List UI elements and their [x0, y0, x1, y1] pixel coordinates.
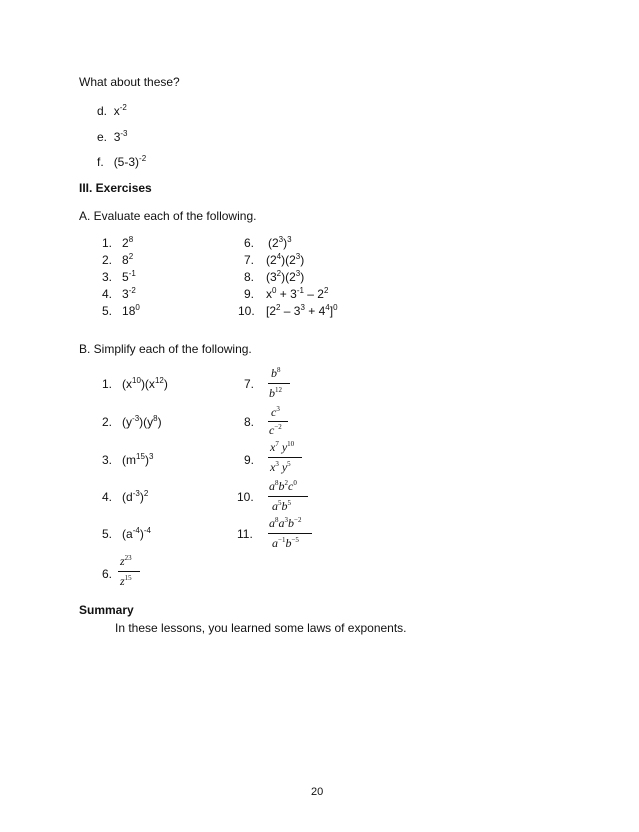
example-base: 3	[113, 130, 121, 144]
part-b-title: B. Simplify each of the following.	[79, 342, 252, 356]
var-exp: 3	[284, 516, 288, 524]
item-base: 3	[122, 287, 129, 301]
a-item-9	[244, 287, 254, 301]
var-exp: 10	[287, 440, 295, 448]
fraction-bar	[268, 421, 288, 422]
a-item-5	[102, 304, 140, 318]
a-item-7	[244, 253, 254, 267]
var: b	[281, 499, 288, 513]
var: a	[272, 536, 278, 550]
b-item-8-label: 8.	[244, 415, 255, 429]
item-base: 5	[122, 270, 129, 284]
expr-exp: -4	[143, 526, 151, 535]
fraction-10	[268, 479, 312, 519]
numerator	[269, 479, 297, 494]
expr-exp: 4	[276, 252, 282, 261]
var-exp: 7	[275, 440, 279, 448]
expr-exp: 0	[333, 303, 338, 312]
example-label: e.	[97, 130, 108, 144]
var-exp: 23	[124, 554, 132, 562]
var: a	[269, 516, 275, 530]
a-item-1	[102, 236, 133, 250]
var-exp: 8	[275, 516, 279, 524]
expr-part: )(y	[139, 415, 154, 429]
expr-exp: -4	[132, 526, 140, 535]
var: y	[281, 440, 288, 454]
expr-exp: 3	[287, 235, 292, 244]
expr-part: )	[139, 527, 144, 541]
denominator	[269, 386, 282, 401]
expr-exp: 4	[325, 303, 330, 312]
expr-exp: 0	[272, 286, 277, 295]
a-item-4	[102, 287, 136, 301]
item-exponent: 2	[128, 252, 134, 261]
example-f	[97, 155, 146, 169]
fraction-8	[268, 405, 292, 445]
expr-part: – 2	[303, 287, 324, 301]
var-exp: 0	[293, 479, 297, 487]
expr-exp: 10	[132, 376, 141, 385]
b-item-4	[102, 490, 148, 504]
expr-exp: -3	[132, 414, 140, 423]
summary-text: In these lessons, you learned some laws of exponents.	[115, 621, 407, 635]
a-item-9-expr	[266, 287, 328, 301]
var-exp: 12	[275, 386, 282, 394]
var-exp: −5	[291, 536, 299, 544]
var-exp: 3	[275, 460, 279, 468]
expr-exp: 2	[143, 489, 149, 498]
fraction-7	[268, 366, 292, 406]
var: a	[269, 479, 275, 493]
var: b	[271, 366, 277, 380]
example-base: (5-3)	[113, 155, 140, 169]
fraction-11	[268, 516, 318, 556]
var-exp: 15	[124, 574, 132, 582]
expr-part: (2	[266, 253, 277, 267]
var: x	[270, 460, 276, 474]
expr-part: [2	[266, 304, 277, 318]
a-item-6-expr	[268, 236, 292, 250]
item-number: 10.	[238, 304, 255, 318]
a-item-7-expr	[266, 253, 304, 267]
expr-part: + 3	[276, 287, 297, 301]
part-a-title: A. Evaluate each of the following.	[79, 209, 257, 223]
expr-exp: 3	[295, 252, 301, 261]
item-exponent: 8	[128, 235, 134, 244]
var-exp: 2	[284, 479, 288, 487]
expr-exp: 3	[148, 452, 154, 461]
item-exponent: 0	[135, 303, 140, 312]
expr-part: (x	[122, 377, 133, 391]
var-exp: 5	[287, 499, 291, 507]
var: c	[288, 479, 294, 493]
var: b	[269, 386, 275, 400]
item-number: 4.	[102, 490, 113, 504]
b-item-1	[102, 377, 168, 391]
var: z	[120, 554, 125, 568]
example-label: f.	[97, 155, 104, 169]
expr-exp: 8	[153, 414, 158, 423]
fraction-6	[118, 554, 142, 594]
page-number: 20	[311, 786, 324, 798]
expr-part: x	[266, 287, 272, 301]
expr-exp: 3	[300, 303, 305, 312]
b-item-2	[102, 415, 162, 429]
a-item-3	[102, 270, 136, 284]
a-item-8	[244, 270, 254, 284]
var-exp: −2	[294, 516, 302, 524]
numerator	[271, 366, 281, 381]
a-item-6	[244, 236, 254, 250]
b-item-3	[102, 453, 153, 467]
var: b	[278, 479, 285, 493]
a-item-10-expr	[266, 304, 338, 318]
item-number: 9.	[244, 287, 255, 301]
fraction-bar	[268, 496, 308, 497]
expr-exp: 3	[295, 269, 301, 278]
item-base: 2	[122, 236, 129, 250]
item-number: 5.	[102, 527, 113, 541]
a-item-2	[102, 253, 133, 267]
b-item-9-label: 9.	[244, 453, 255, 467]
example-e	[97, 130, 128, 144]
expr-part: )(2	[281, 270, 296, 284]
b-item-11-label: 11.	[237, 527, 253, 541]
example-d	[97, 104, 127, 118]
fraction-bar	[118, 571, 140, 572]
expr-exp: 15	[136, 452, 145, 461]
item-number: 3.	[102, 270, 113, 284]
expr-part: (3	[266, 270, 277, 284]
expr-part: )	[144, 453, 149, 467]
denominator	[272, 499, 291, 514]
b-item-7-label: 7.	[244, 377, 255, 391]
item-exponent: -1	[128, 269, 136, 278]
b-item-6-label: 6.	[102, 567, 113, 581]
expr-part: )	[300, 253, 305, 267]
expr-part: (d	[122, 490, 133, 504]
var: y	[281, 460, 288, 474]
example-exponent: -3	[120, 129, 128, 138]
numerator	[269, 516, 301, 531]
var-exp: 5	[287, 460, 291, 468]
expr-part: )	[163, 377, 168, 391]
fraction-bar	[268, 533, 312, 534]
expr-part: + 4	[304, 304, 326, 318]
expr-part: (a	[122, 527, 133, 541]
var-exp: −1	[278, 536, 286, 544]
numerator	[120, 554, 132, 569]
expr-part: (2	[268, 236, 279, 250]
expr-part: )	[139, 490, 144, 504]
expr-exp: 3	[278, 235, 284, 244]
denominator	[269, 423, 282, 438]
a-item-8-expr	[266, 270, 304, 284]
item-number: 4.	[102, 287, 113, 301]
item-number: 5.	[102, 304, 113, 318]
expr-exp: 12	[154, 376, 164, 385]
denominator	[272, 536, 299, 551]
item-number: 1.	[102, 236, 113, 250]
expr-part: ]	[329, 304, 334, 318]
item-number: 3.	[102, 453, 113, 467]
expr-part: )	[157, 415, 162, 429]
expr-exp: 2	[323, 286, 329, 295]
var: z	[120, 574, 125, 588]
fraction-bar	[268, 383, 290, 384]
example-exponent: -2	[139, 154, 147, 163]
var: a	[278, 516, 285, 530]
item-number: 7.	[244, 253, 255, 267]
expr-exp: 2	[276, 269, 282, 278]
var-exp: 5	[278, 499, 282, 507]
example-base: x	[113, 104, 120, 118]
var: b	[285, 536, 292, 550]
item-number: 2.	[102, 253, 113, 267]
var: c	[269, 423, 275, 437]
summary-title: Summary	[79, 603, 134, 617]
a-item-10	[238, 304, 255, 318]
var: c	[271, 405, 277, 419]
expr-exp: -3	[132, 489, 140, 498]
expr-part: )(2	[281, 253, 296, 267]
example-exponent: -2	[119, 103, 127, 112]
fraction-9	[268, 440, 308, 480]
section-title: III. Exercises	[79, 181, 152, 195]
b-item-5	[102, 527, 151, 541]
var-exp: 8	[277, 366, 281, 374]
example-label: d.	[97, 104, 108, 118]
denominator	[270, 460, 291, 475]
item-number: 1.	[102, 377, 113, 391]
denominator	[120, 574, 132, 589]
item-base: 18	[122, 304, 136, 318]
expr-part: (y	[122, 415, 133, 429]
var-exp: 8	[275, 479, 279, 487]
numerator	[270, 440, 294, 455]
var: x	[270, 440, 276, 454]
expr-exp: -1	[296, 286, 304, 295]
expr-part: )	[300, 270, 305, 284]
var: a	[272, 499, 278, 513]
item-exponent: -2	[128, 286, 136, 295]
numerator	[271, 405, 280, 420]
fraction-bar	[268, 457, 302, 458]
item-number: 8.	[244, 270, 255, 284]
b-item-10-label: 10.	[237, 490, 254, 504]
expr-exp: 2	[276, 303, 281, 312]
intro-text: What about these?	[79, 75, 180, 89]
expr-part: – 3	[280, 304, 301, 318]
item-number: 6.	[244, 236, 255, 250]
expr-part: (m	[122, 453, 137, 467]
item-base: 8	[122, 253, 129, 267]
expr-part: )	[283, 236, 288, 250]
var: b	[288, 516, 294, 530]
item-number: 2.	[102, 415, 113, 429]
expr-part: )(x	[140, 377, 155, 391]
var-exp: 3	[276, 405, 280, 413]
var-exp: −2	[274, 423, 282, 431]
